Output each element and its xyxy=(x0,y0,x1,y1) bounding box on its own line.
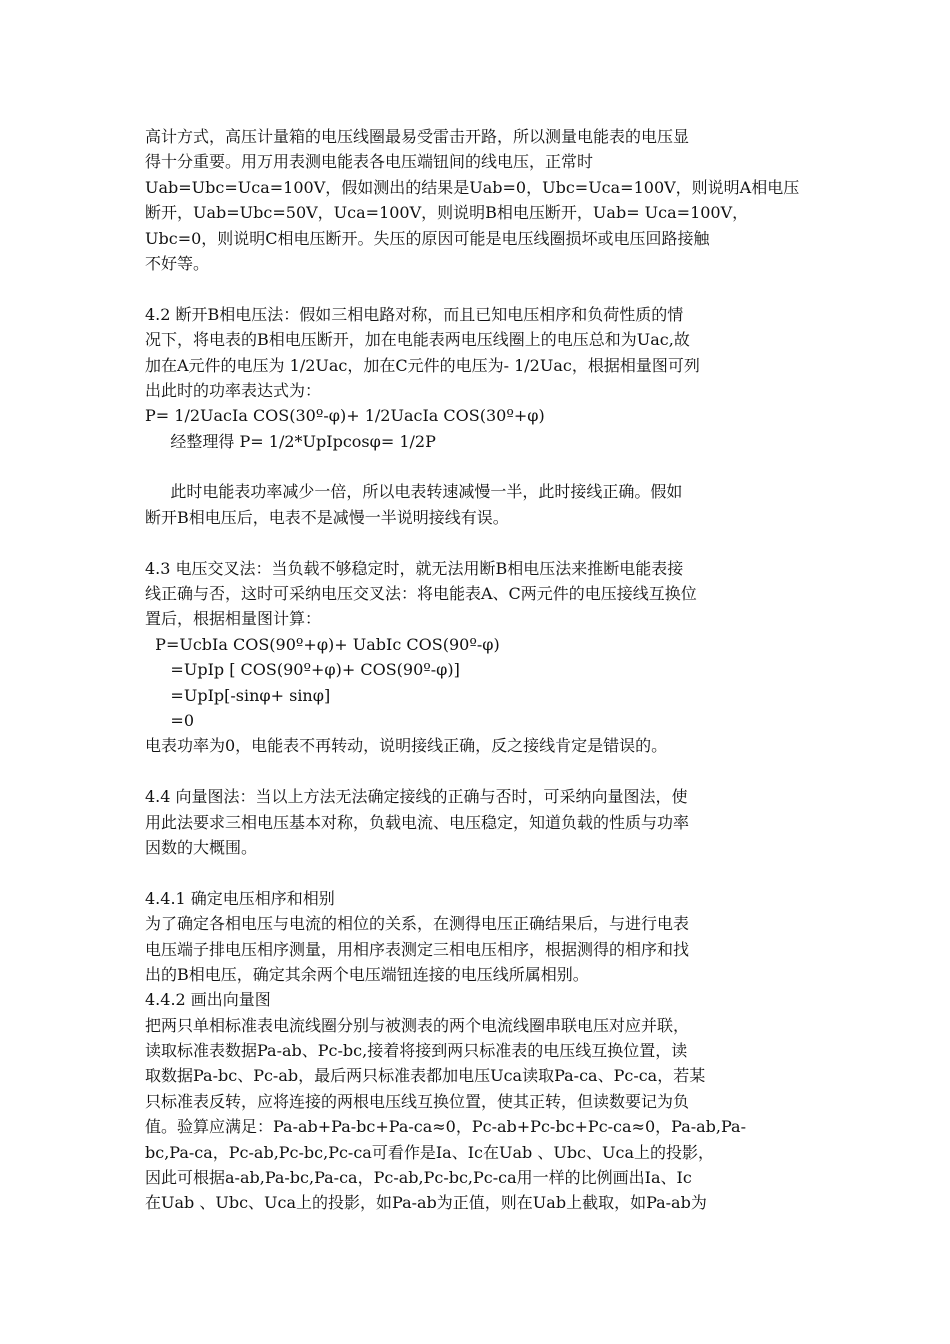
text-line: =UpIp [ COS(90º+φ)+ COS(90º-φ)] xyxy=(145,660,460,680)
text-line: 取数据Pa-bc、Pc-ab，最后两只标准表都加电压Uca读取Pa-ca、Pc-ca，若某 xyxy=(145,1066,706,1086)
paragraph-gap xyxy=(145,276,815,301)
text-line: 线正确与否，这时可采纳电压交叉法：将电能表A、C两元件的电压接线互换位 xyxy=(145,584,697,604)
text-line: 此时电能表功率减少一倍，所以电表转速减慢一半，此时接线正确。假如 xyxy=(145,482,683,502)
text-line: 4.2 断开B相电压法：假如三相电路对称，而且已知电压相序和负荷性质的情 xyxy=(145,304,684,324)
paragraph-gap xyxy=(145,530,815,555)
text-line: 4.3 电压交叉法：当负载不够稳定时，就无法用断B相电压法来推断电能表接 xyxy=(145,558,684,578)
text-line: 置后，根据相量图计算： xyxy=(145,609,322,629)
text-line: 4.4.2 画出向量图 xyxy=(145,990,271,1010)
text-line: 为了确定各相电压与电流的相位的关系，在测得电压正确结果后，与进行电表 xyxy=(145,914,690,934)
paragraph-gap xyxy=(145,454,815,479)
text-line: 高计方式，高压计量箱的电压线圈最易受雷击开路，所以测量电能表的电压显 xyxy=(145,127,690,146)
text-line: 不好等。 xyxy=(145,253,210,273)
text-line: 出的B相电压，确定其余两个电压端钮连接的电压线所属相别。 xyxy=(145,964,589,984)
paragraph-power-halved xyxy=(145,479,815,530)
text-line: =UpIp[-sinφ+ sinφ] xyxy=(145,685,331,705)
paragraph-voltage-check xyxy=(145,124,815,276)
text-line: 读取标准表数据Pa-ab、Pc-bc,接着将接到两只标准表的电压线互换位置，读 xyxy=(145,1041,688,1061)
text-line: 因数的大概围。 xyxy=(145,837,258,857)
paragraph-disconnect-b-phase xyxy=(145,302,815,454)
text-line: P=UcbIa COS(90º+φ)+ UabIc COS(90º-φ) xyxy=(145,634,500,654)
text-line: 出此时的功率表达式为： xyxy=(145,380,322,400)
text-line: 4.4.1 确定电压相序和相别 xyxy=(145,888,335,908)
paragraph-voltage-cross xyxy=(145,556,815,759)
text-line: 断开，Uab=Ubc=50V，Uca=100V，则说明B相电压断开，Uab= Uca=100V， xyxy=(145,203,749,223)
paragraph-vector-method xyxy=(145,784,815,860)
text-line: 电表功率为0，电能表不再转动，说明接线正确，反之接线肯定是错误的。 xyxy=(145,736,668,756)
paragraph-gap xyxy=(145,759,815,784)
text-line: 况下，将电表的B相电压断开，加在电能表两电压线圈上的电压总和为Uac,故 xyxy=(145,330,690,350)
paragraph-phase-sequence xyxy=(145,886,815,1216)
text-line: 把两只单相标准表电流线圈分别与被测表的两个电流线圈串联电压对应并联， xyxy=(145,1015,690,1035)
text-line: =0 xyxy=(145,710,195,730)
text-line: 电压端子排电压相序测量，用相序表测定三相电压相序，根据测得的相序和找 xyxy=(145,939,690,959)
text-line: 因此可根据a-ab,Pa-bc,Pa-ca，Pc-ab,Pc-bc,Pc-ca用一样的比例画出Ia、Ic xyxy=(145,1168,692,1188)
text-line: 只标准表反转，应将连接的两根电压线互换位置，使其正转，但读数要记为负 xyxy=(145,1091,690,1111)
text-line: 用此法要求三相电压基本对称，负载电流、电压稳定，知道负载的性质与功率 xyxy=(145,812,690,832)
text-line: P= 1/2UacIa COS(30º-φ)+ 1/2UacIa COS(30º+φ) xyxy=(145,406,545,426)
text-line: 断开B相电压后，电表不是减慢一半说明接线有误。 xyxy=(145,507,509,527)
text-line: 值。验算应满足：Pa-ab+Pa-bc+Pa-ca≈0，Pc-ab+Pc-bc+Pc-ca≈0，Pa-ab,Pa- xyxy=(145,1117,746,1137)
text-line: Ubc=0，则说明C相电压断开。失压的原因可能是电压线圈损坏或电压回路接触 xyxy=(145,228,710,248)
text-line: 得十分重要。用万用表测电能表各电压端钮间的线电压，正常时 xyxy=(145,152,594,172)
text-line: Uab=Ubc=Uca=100V，假如测出的结果是Uab=0，Ubc=Uca=100V，则说明A相电压 xyxy=(145,177,800,197)
text-line: bc,Pa-ca，Pc-ab,Pc-bc,Pc-ca可看作是Ia、Ic在Uab 、Ubc、Uca上的投影， xyxy=(145,1142,715,1162)
document-page xyxy=(145,124,815,1216)
text-line: 经整理得 P= 1/2*UpIpcosφ= 1/2P xyxy=(145,431,436,451)
text-line: 4.4 向量图法：当以上方法无法确定接线的正确与否时，可采纳向量图法，使 xyxy=(145,787,688,807)
text-line: 加在A元件的电压为 1/2Uac，加在C元件的电压为- 1/2Uac，根据相量图可列 xyxy=(145,355,700,375)
text-line: 在Uab 、Ubc、Uca上的投影，如Pa-ab为正值，则在Uab上截取，如Pa-ab为 xyxy=(145,1193,707,1213)
paragraph-gap xyxy=(145,860,815,885)
